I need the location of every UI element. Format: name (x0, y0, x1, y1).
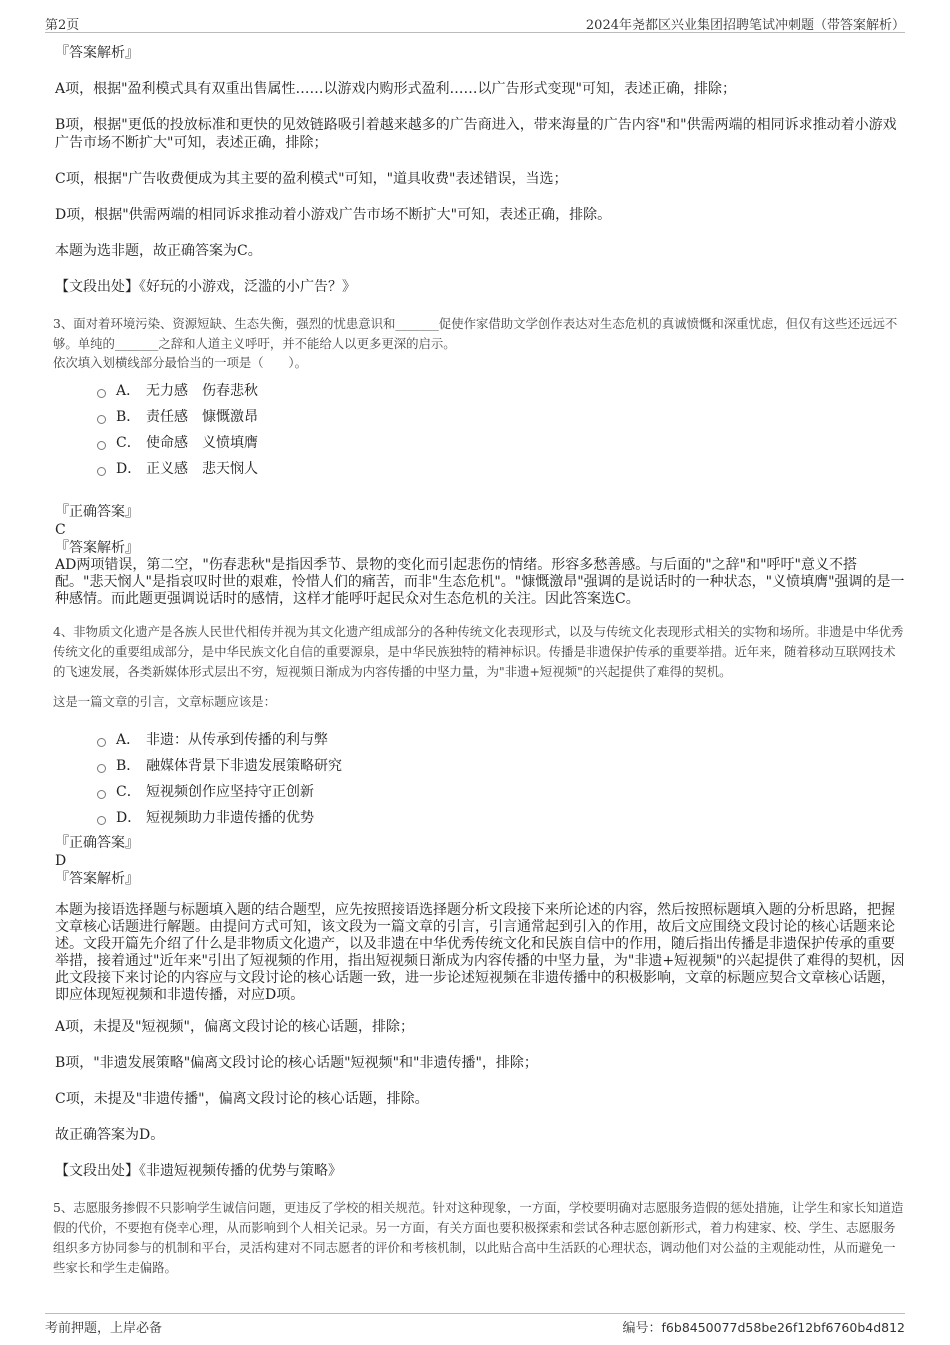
q4-conclusion: 故正确答案为D。 (55, 1127, 165, 1143)
q4-analysis-line-c: C项，未提及"非遗传播"，偏离文段讨论的核心话题，排除。 (55, 1091, 429, 1107)
q3-option-c[interactable]: C． 使命感 义愤填膺 (97, 429, 905, 455)
q2-analysis-line-b: B项，根据"更低的投放标准和更快的见效链路吸引着越来越多的广告商进入，带来海量的广告内容"和"供需两端的相同诉求推动着小游戏广告市场不断扩大"可知，表述正确，排除； (55, 117, 897, 151)
q4-analysis-label: 『答案解析』 (55, 871, 139, 887)
q2-analysis-line-d: D项，根据"供需两端的相同诉求推动着小游戏广告市场不断扩大"可知，表述正确，排除。 (55, 207, 612, 223)
page-footer (45, 1313, 905, 1334)
footer-slogan: 考前押题，上岸必备 (45, 1321, 163, 1336)
q4-analysis: 本题为接语选择题与标题填入题的结合题型，应先按照接语选择题分析文段接下来所论述的内容，然后按照标题填入题的分析思路，把握文章核心话题进行解题。由提问方式可知，该文段为一篇文章的引言，引言通常起到引入的作用，故后文应围绕文段讨论的核心话题来论述。文段开篇先介绍了什么是非物质文化遗产，以及非遗在中华优秀传统文化和民族自信中的作用，随后指出传播是非遗保护传承的重要举措，接着通过"近年来"引出了短视频的作用，指出短视频日渐成为内容传播的中坚力量，为"非遗+短视频"的兴起提供了难得的契机，因此文段接下来讨论的内容应与文段讨论的核心话题一致，进一步论述短视频在非遗传播中的积极影响，文章的标题应契合文章核心话题，即应体现短视频和非遗传播，对应D项。 (55, 902, 905, 1003)
q4-analysis-line-b: B项，"非遗发展策略"偏离文段讨论的核心话题"短视频"和"非遗传播"，排除； (55, 1055, 538, 1071)
q2-analysis-line-c: C项，根据"广告收费便成为其主要的盈利模式"可知，"道具收费"表述错误，当选； (55, 171, 568, 187)
option-text: 正义感 悲天悯人 (146, 461, 258, 477)
q2-source: 【文段出处】《好玩的小游戏，泛滥的小广告？》 (55, 279, 356, 295)
document-title: 2024年尧都区兴业集团招聘笔试冲刺题（带答案解析） (585, 18, 905, 33)
radio-button[interactable] (97, 790, 106, 799)
q4-answer: D (55, 853, 67, 869)
q2-conclusion: 本题为选非题，故正确答案为C。 (55, 243, 262, 259)
option-text: 使命感 义愤填膺 (146, 435, 258, 451)
q3-prompt: 依次填入划横线部分最恰当的一项是（ ）。 (53, 355, 308, 370)
q3-stem: 3、面对着环境污染、资源短缺、生态失衡，强烈的忧患意识和_______促使作家借助文学创作表达对生态危机的真诚愤慨和深重忧虑，但仅有这些还远远不够。单纯的_______之辞和人道主义呼吁，并不能给人以更多更深的启示。 (53, 316, 898, 351)
q4-option-d[interactable]: D． 短视频助力非遗传播的优势 (97, 804, 905, 830)
q3-analysis-label: 『答案解析』 (55, 540, 139, 556)
q4-stem: 4、非物质文化遗产是各族人民世代相传并视为其文化遗产组成部分的各种传统文化表现形式，以及与传统文化表现形式相关的实物和场所。非遗是中华优秀传统文化的重要组成部分，是中华民族文化自信的重要源泉，是中华民族独特的精神标识。传播是非遗保护传承的重要举措。近年来，随着移动互联网技术的飞速发展，各类新媒体形式层出不穷，短视频日渐成为内容传播的中坚力量，为"非遗+短视频"的兴起提供了难得的契机。 (53, 624, 904, 679)
page-header (45, 12, 905, 33)
q2-analysis-line-a: A项，根据"盈利模式具有双重出售属性……以游戏内购形式盈利……以广告形式变现"可知，表述正确，排除； (55, 81, 736, 97)
q4-source: 【文段出处】《非遗短视频传播的优势与策略》 (55, 1163, 342, 1179)
document-id: 编号：f6b8450077d58be26f12bf6760b4d812 (622, 1320, 905, 1336)
q3-options (97, 377, 905, 481)
option-text: 短视频助力非遗传播的优势 (146, 810, 314, 826)
option-text: 无力感 伤春悲秋 (146, 383, 258, 399)
option-text: 非遗：从传承到传播的利与弊 (146, 732, 328, 748)
q3-analysis: AD两项错误，第二空，"伤春悲秋"是指因季节、景物的变化而引起悲伤的情绪。形容多愁善感。与后面的"之辞"和"呼吁"意义不搭配。"悲天悯人"是指哀叹时世的艰难，怜惜人们的痛苦，而非"生态危机"。"慷慨激昂"强调的是说话时的一种状态，"义愤填膺"强调的是一种感情。而此题更强调说话时的感情，这样才能呼吁起民众对生态危机的关注。因此答案选C。 (55, 557, 905, 607)
radio-button[interactable] (97, 738, 106, 747)
option-text: 融媒体背景下非遗发展策略研究 (146, 758, 342, 774)
radio-button[interactable] (97, 415, 106, 424)
document-body (55, 44, 905, 1278)
q4-prompt: 这是一篇文章的引言，文章标题应该是： (53, 694, 277, 709)
q3-option-d[interactable]: D． 正义感 悲天悯人 (97, 455, 905, 481)
page-number: 第2页 (45, 18, 80, 33)
radio-button[interactable] (97, 389, 106, 398)
q4-options (97, 726, 905, 830)
q4-analysis-line-a: A项，未提及"短视频"，偏离文段讨论的核心话题，排除； (55, 1019, 414, 1035)
q3-option-a[interactable]: A． 无力感 伤春悲秋 (97, 377, 905, 403)
q4-option-c[interactable]: C． 短视频创作应坚持守正创新 (97, 778, 905, 804)
radio-button[interactable] (97, 441, 106, 450)
q4-option-b[interactable]: B． 融媒体背景下非遗发展策略研究 (97, 752, 905, 778)
radio-button[interactable] (97, 764, 106, 773)
q3-option-b[interactable]: B． 责任感 慷慨激昂 (97, 403, 905, 429)
radio-button[interactable] (97, 816, 106, 825)
option-text: 责任感 慷慨激昂 (146, 409, 258, 425)
q4-option-a[interactable]: A． 非遗：从传承到传播的利与弊 (97, 726, 905, 752)
q4-answer-label: 『正确答案』 (55, 835, 139, 851)
option-text: 短视频创作应坚持守正创新 (146, 784, 314, 800)
radio-button[interactable] (97, 467, 106, 476)
q5-stem: 5、志愿服务掺假不只影响学生诚信问题，更违反了学校的相关规范。针对这种现象，一方面，学校要明确对志愿服务造假的惩处措施，让学生和家长知道造假的代价，不要抱有侥幸心理，从而影响到个人相关记录。另一方面，有关方面也要积极探索和尝试各种志愿创新形式，着力构建家、校、学生、志愿服务组织多方协同参与的机制和平台，灵活构建对不同志愿者的评价和考核机制，以此贴合高中生活跃的心理状态，调动他们对公益的主观能动性，从而避免一些家长和学生走偏路。 (53, 1200, 904, 1275)
q2-analysis-label: 『答案解析』 (55, 45, 139, 61)
q3-answer: C (55, 522, 66, 538)
q3-answer-label: 『正确答案』 (55, 504, 139, 520)
